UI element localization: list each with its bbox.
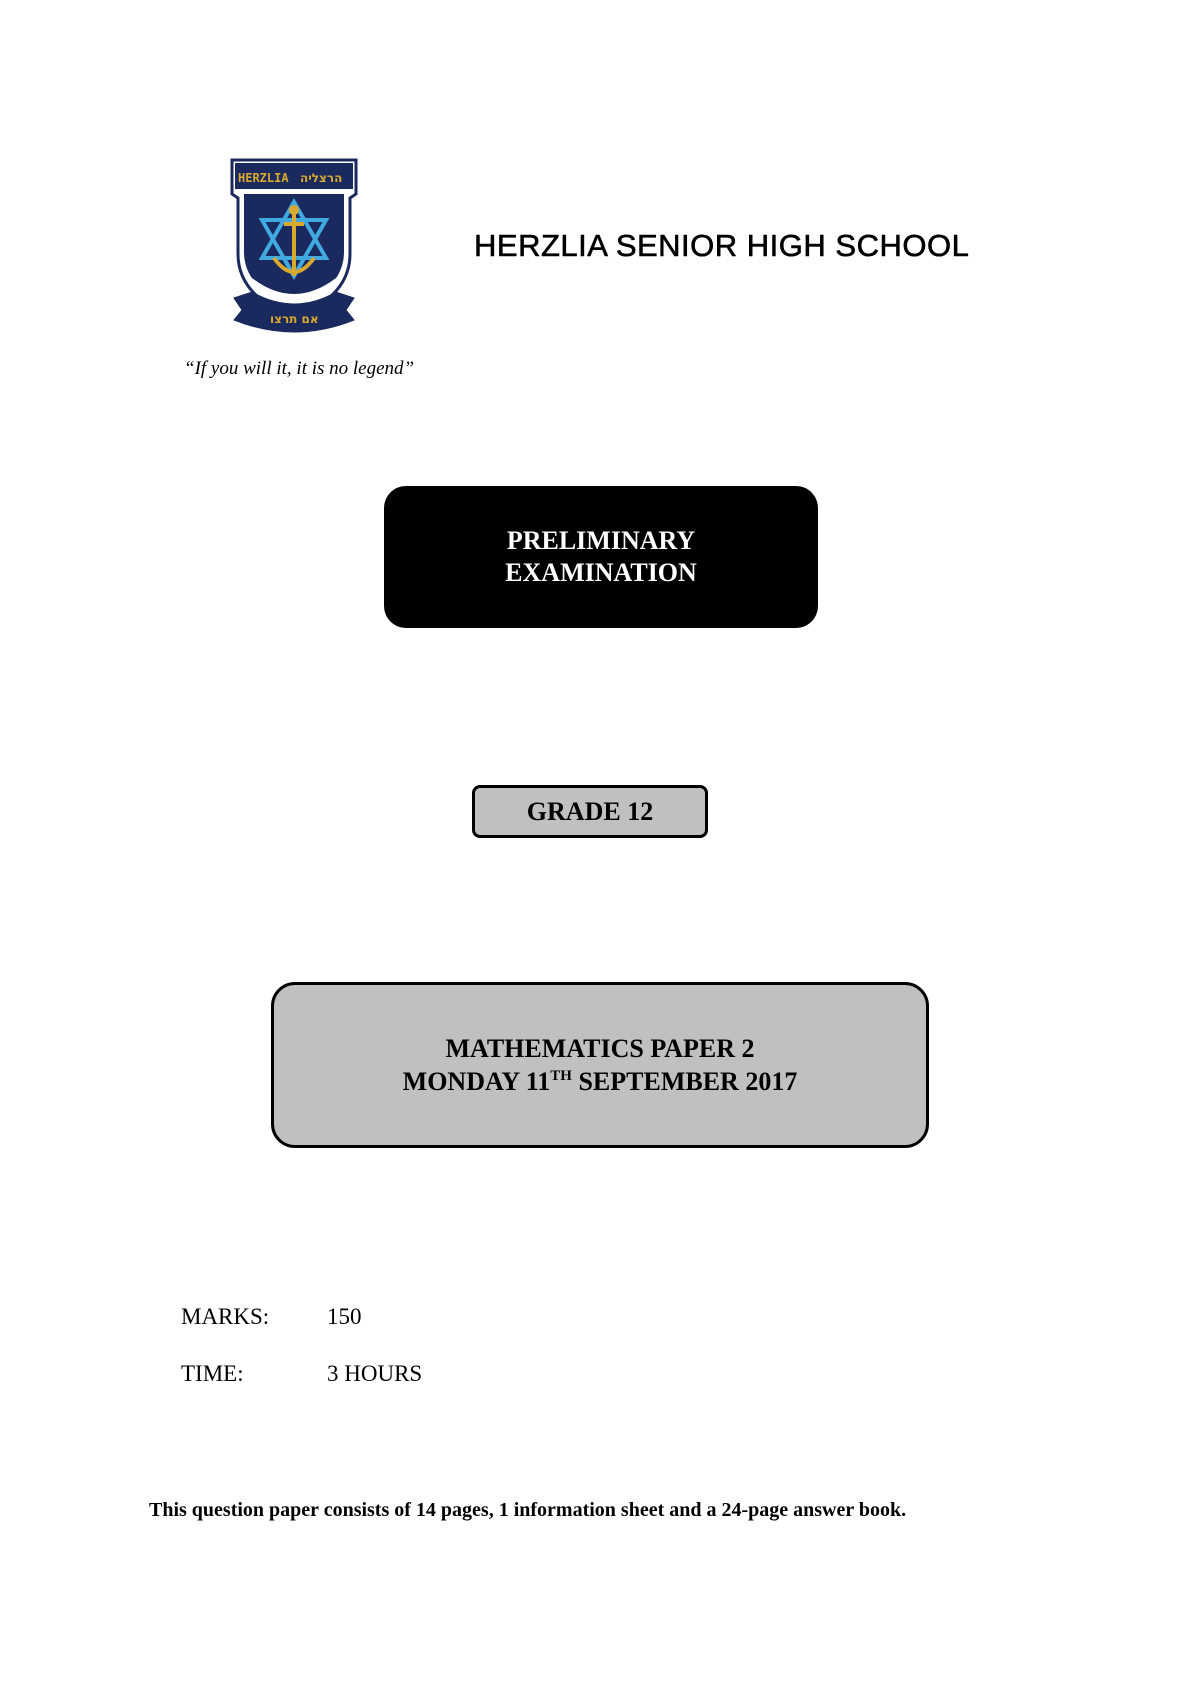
paper-composition-note: This question paper consists of 14 pages, 1 information sheet and a 24-page answer book. (149, 1499, 907, 1521)
exam-date-suffix: SEPTEMBER 2017 (571, 1067, 798, 1096)
marks-label: MARKS: (181, 1304, 270, 1329)
svg-text:HERZLIA: HERZLIA (238, 171, 289, 185)
subject-title: MATHEMATICS PAPER 2 (445, 1034, 755, 1063)
exam-type-box (384, 486, 818, 628)
exam-date-prefix: MONDAY 11 (402, 1067, 551, 1096)
svg-text:אם תרצו: אם תרצו (270, 312, 319, 326)
time-row (181, 1361, 422, 1387)
marks-row (181, 1304, 362, 1330)
school-crest-logo (230, 158, 358, 334)
exam-type-line2: EXAMINATION (505, 558, 697, 587)
exam-date-ordinal: TH (550, 1068, 572, 1084)
marks-value: 150 (327, 1304, 362, 1329)
exam-type-line1: PRELIMINARY (506, 526, 696, 555)
exam-date (403, 1065, 798, 1098)
svg-text:הרצליה: הרצליה (300, 171, 343, 185)
time-value: 3 HOURS (327, 1361, 423, 1386)
school-motto: “If you will it, it is no legend” (184, 358, 415, 379)
school-name: HERZLIA SENIOR HIGH SCHOOL (474, 228, 970, 263)
grade-box (472, 785, 708, 838)
subject-box (271, 982, 929, 1148)
grade-label: GRADE 12 (526, 796, 654, 826)
time-label: TIME: (181, 1361, 244, 1386)
